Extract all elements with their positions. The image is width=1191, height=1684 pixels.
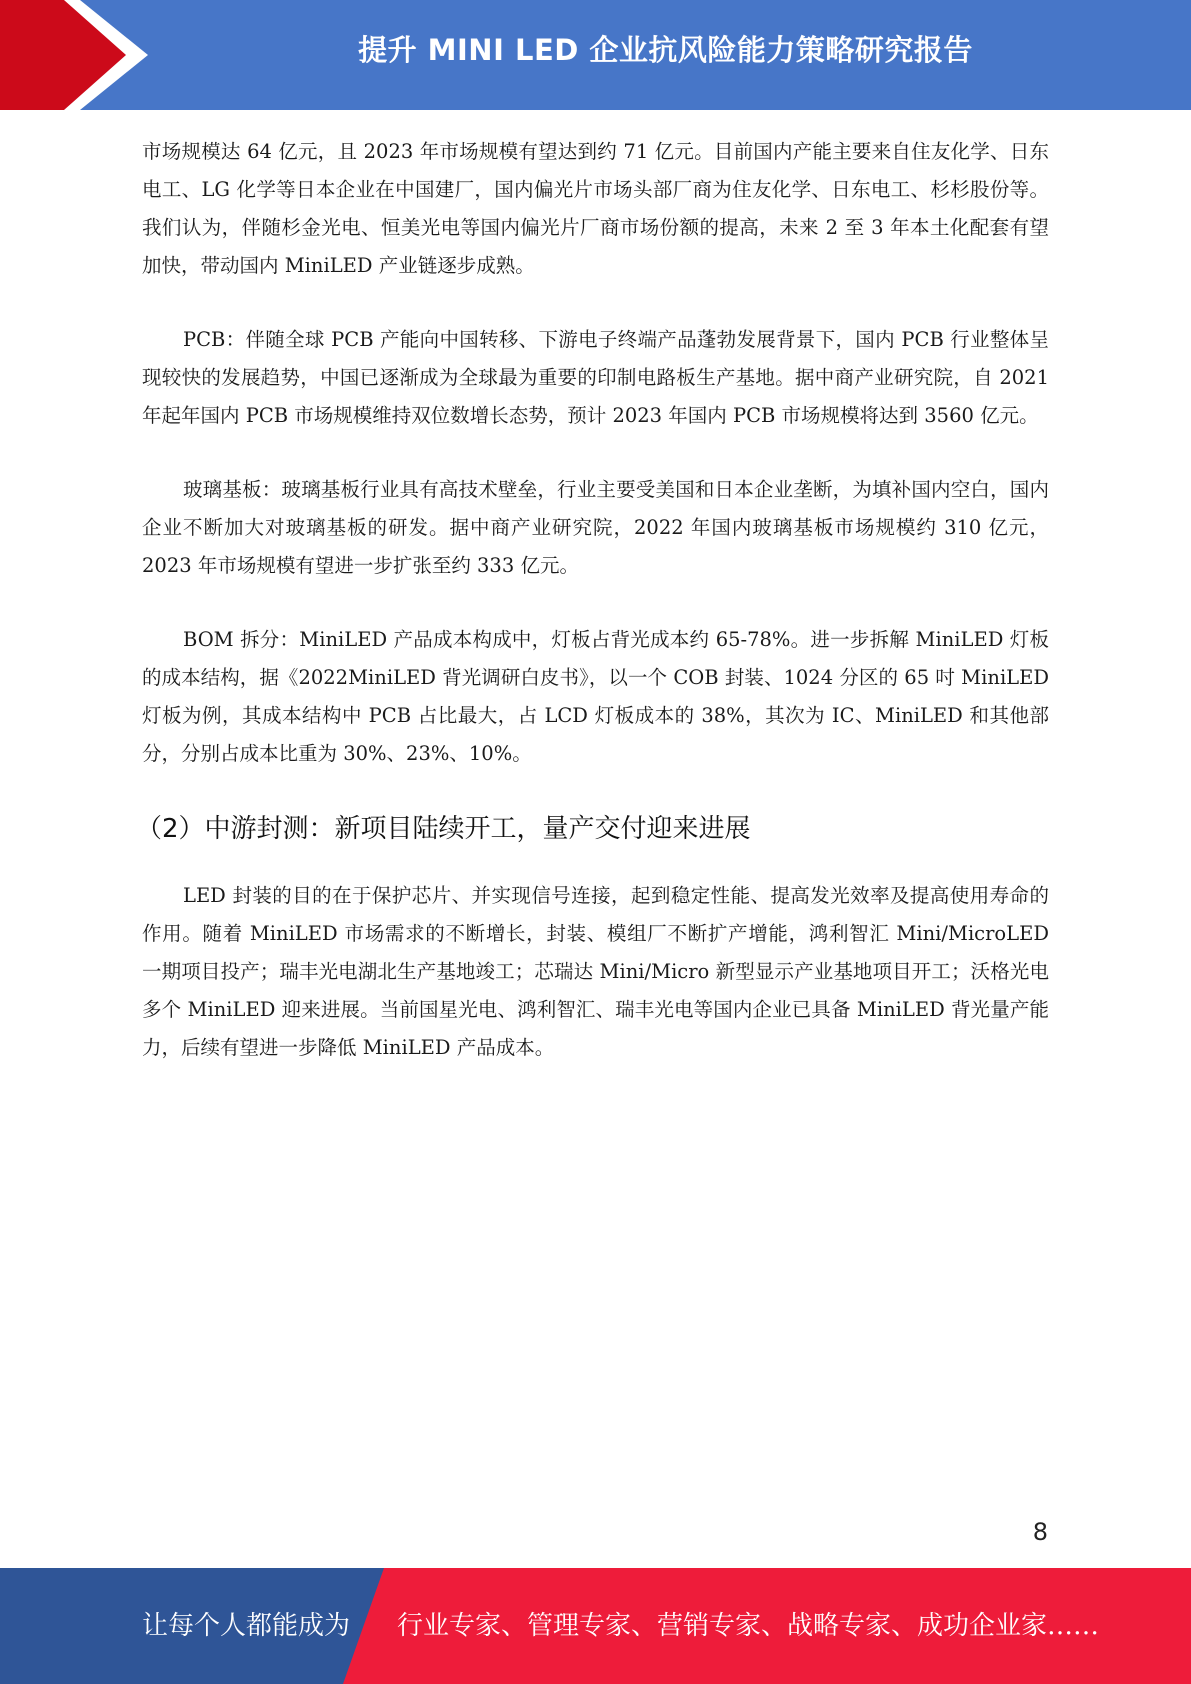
footer-slogan-right: 行业专家、管理专家、营销专家、战略专家、成功企业家…… — [397, 1611, 1100, 1641]
paragraph-packaging: LED 封装的目的在于保护芯片、并实现信号连接，起到稳定性能、提高发光效率及提高使用寿命的作用。随着 MiniLED 市场需求的不断增长，封装、模组厂不断扩产增能，鸿利智汇 Mini/MicroLED 一期项目投产；瑞丰光电湖北生产基地竣工；芯瑞达 Mini/Micro 新型显示产业基地项目开工；沃格光电多个 MiniLED 迎来进展。当前国星光电、鸿利智汇、瑞丰光电等国内企业已具备 MiniLED 背光量产能力，后续有望进一步降低 MiniLED 产品成本。 — [142, 884, 1049, 1059]
page-body — [136, 133, 1049, 1103]
section-heading: （2）中游封测：新项目陆续开工，量产交付迎来进展 — [136, 814, 751, 844]
paragraph-polarizer-continued: 市场规模达 64 亿元，且 2023 年市场规模有望达到约 71 亿元。目前国内产能主要来自住友化学、日东电工、LG 化学等日本企业在中国建厂，国内偏光片市场头部厂商为住友化学、日东电工、杉杉股份等。我们认为，伴随杉金光电、恒美光电等国内偏光片厂商市场份额的提高，未来 2 至 3 年本土化配套有望加快，带动国内 MiniLED 产业链逐步成熟。 — [142, 140, 1049, 277]
page-number: 8 — [1032, 1518, 1048, 1546]
paragraph-bom: BOM 拆分：MiniLED 产品成本构成中，灯板占背光成本约 65-78%。进一步拆解 MiniLED 灯板的成本结构，据《2022MiniLED 背光调研白皮书》，以一个 COB 封装、1024 分区的 65 吋 MiniLED 灯板为例，其成本结构中 PCB 占比最大，占 LCD 灯板成本的 38%，其次为 IC、MiniLED 和其他部分，分别占成本比重为 30%、23%、10%。 — [142, 628, 1049, 765]
paragraph-glass-substrate: 玻璃基板：玻璃基板行业具有高技术壁垒，行业主要受美国和日本企业垄断，为填补国内空白，国内企业不断加大对玻璃基板的研发。据中商产业研究院，2022 年国内玻璃基板市场规模约 310 亿元，2023 年市场规模有望进一步扩张至约 333 亿元。 — [142, 478, 1049, 577]
report-title: 提升 MINI LED 企业抗风险能力策略研究报告 — [358, 33, 973, 67]
paragraph-pcb: PCB：伴随全球 PCB 产能向中国转移、下游电子终端产品蓬勃发展背景下，国内 PCB 行业整体呈现较快的发展趋势，中国已逐渐成为全球最为重要的印制电路板生产基地。据中商产业研究院，自 2021 年起年国内 PCB 市场规模维持双位数增长态势，预计 2023 年国内 PCB 市场规模将达到 3560 亿元。 — [142, 328, 1049, 427]
footer-slogan-left: 让每个人都能成为 — [142, 1611, 351, 1641]
header-arrow-decoration — [0, 0, 160, 110]
page-header — [0, 0, 1191, 110]
page-footer — [0, 1568, 1191, 1684]
